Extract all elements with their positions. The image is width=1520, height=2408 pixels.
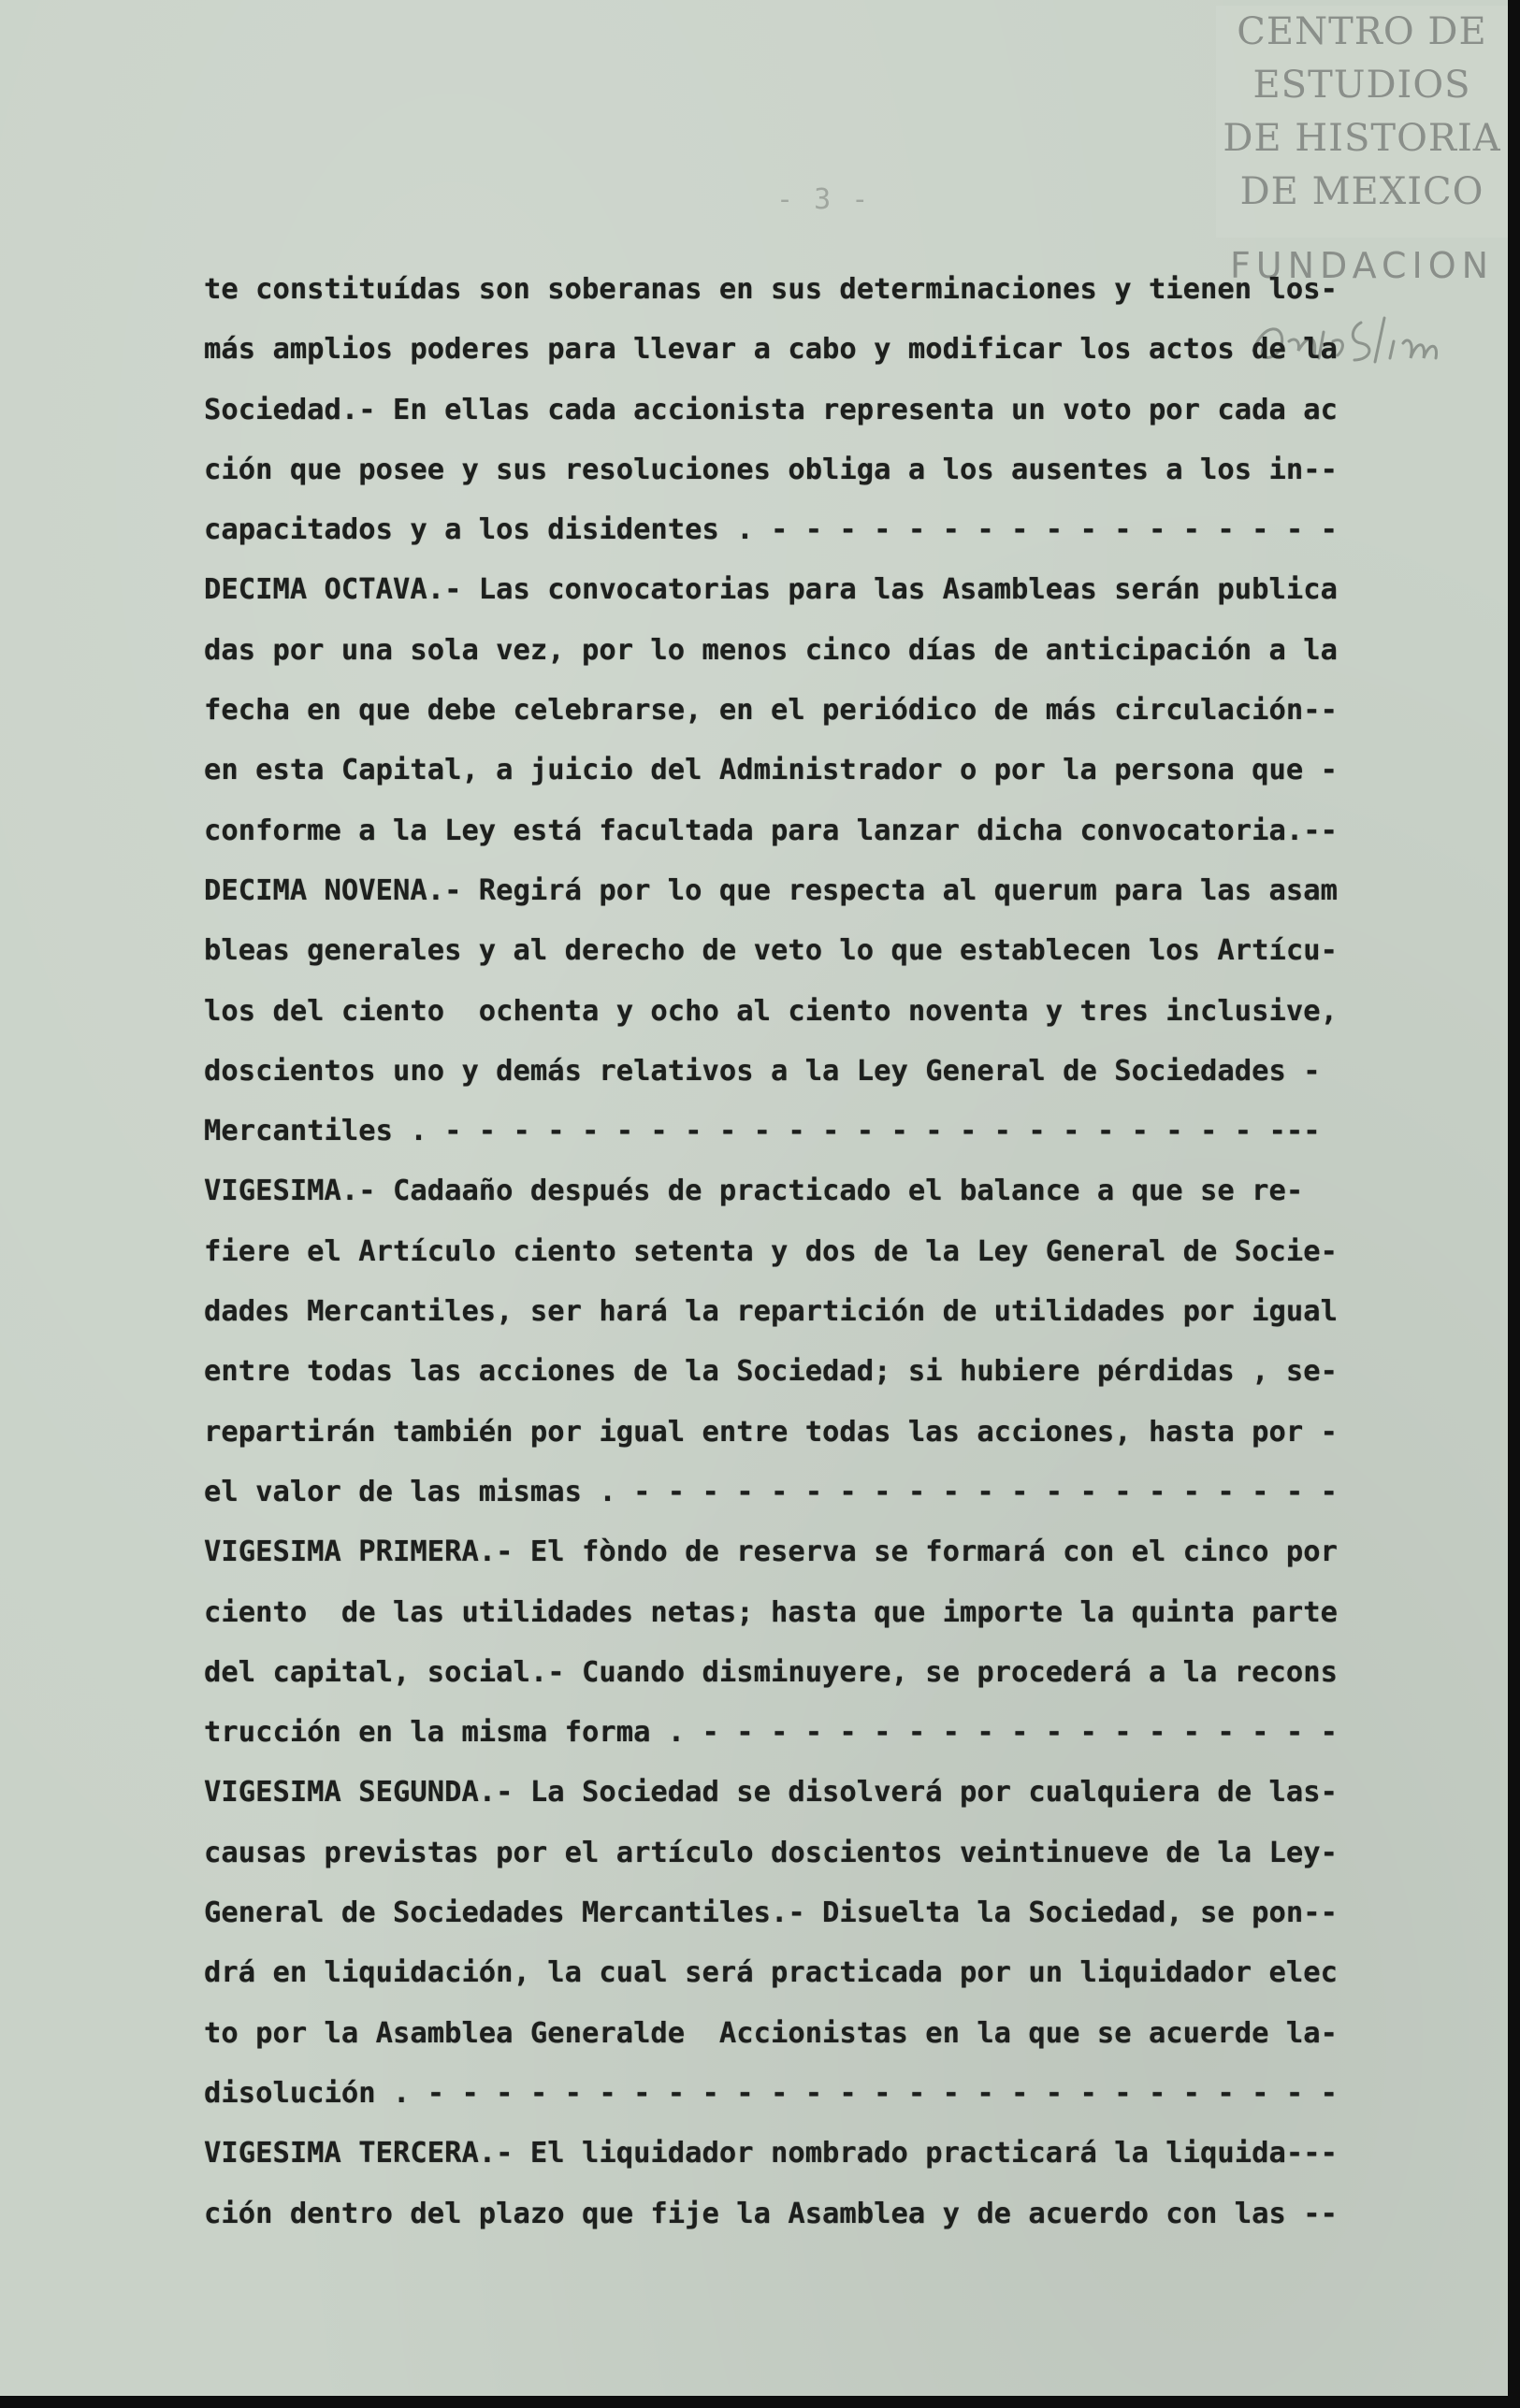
text-line: conforme a la Ley está facultada para lanzar dicha convocatoria.-- <box>204 814 1338 847</box>
text-line: ción que posee y sus resoluciones obliga a los ausentes a los in-- <box>204 453 1338 486</box>
text-line: doscientos uno y demás relativos a la Ley General de Sociedades - <box>204 1054 1321 1088</box>
text-line: los del ciento ochenta y ocho al ciento noventa y tres inclusive, <box>204 994 1338 1028</box>
text-line: VIGESIMA.- Cadaaño después de practicado el balance a que se re- <box>204 1175 1304 1208</box>
text-line: VIGESIMA SEGUNDA.- La Sociedad se disolverá por cualquiera de las- <box>204 1776 1338 1810</box>
stamp-line-3: DE HISTORIA <box>1223 117 1501 160</box>
stamp-line-4: DE MEXICO <box>1239 170 1484 213</box>
text-line: el valor de las mismas . - - - - - - - - - - - - - - - - - - - - - <box>204 1475 1338 1508</box>
text-line: DECIMA OCTAVA.- Las convocatorias para las Asambleas serán publica <box>204 573 1338 607</box>
text-line: entre todas las acciones de la Sociedad; si hubiere pérdidas , se- <box>204 1355 1338 1389</box>
text-line: bleas generales y al derecho de veto lo que establecen los Artícu- <box>204 934 1338 968</box>
text-line: repartirán también por igual entre todas las acciones, hasta por - <box>204 1415 1338 1449</box>
text-line: más amplios poderes para llevar a cabo y modificar los actos de la <box>204 333 1338 367</box>
text-line: drá en liquidación, la cual será practicada por un liquidador elec <box>204 1956 1338 1990</box>
stamp-foundation-label: FUNDACION <box>1229 245 1495 286</box>
text-line: to por la Asamblea Generalde Accionistas en la que se acuerde la- <box>204 2016 1338 2050</box>
text-line: fiere el Artículo ciento setenta y dos de la Ley General de Socie- <box>204 1234 1338 1268</box>
text-line: Mercantiles . - - - - - - - - - - - - - - - - - - - - - - - - --- <box>204 1115 1321 1148</box>
text-line: ción dentro del plazo que fije la Asamblea y de acuerdo con las -- <box>204 2197 1338 2230</box>
text-line: disolución . - - - - - - - - - - - - - - - - - - - - - - - - - - - <box>204 2076 1338 2110</box>
stamp-line-1: CENTRO DE <box>1237 10 1487 53</box>
text-line: trucción en la misma forma . - - - - - - - - - - - - - - - - - - - <box>204 1716 1338 1750</box>
typewritten-text <box>204 260 1401 2244</box>
text-line: fecha en que debe celebrarse, en el periódico de más circulación-- <box>204 694 1338 728</box>
text-line: en esta Capital, a juicio del Administrador o por la persona que - <box>204 754 1338 787</box>
text-line: te constituídas son soberanas en sus determinaciones y tienen los- <box>204 273 1338 306</box>
stamp-line-2: ESTUDIOS <box>1252 64 1471 107</box>
text-line: das por una sola vez, por lo menos cinco días de anticipación a la <box>204 633 1338 667</box>
page-number: - 3 - <box>776 183 871 216</box>
text-line: General de Sociedades Mercantiles.- Disuelta la Sociedad, se pon-- <box>204 1896 1338 1930</box>
text-line: dades Mercantiles, ser hará la repartición de utilidades por igual <box>204 1295 1338 1329</box>
text-line: VIGESIMA PRIMERA.- El fòndo de reserva se formará con el cinco por <box>204 1536 1338 1569</box>
archive-stamp <box>1216 6 1508 238</box>
text-line: Sociedad.- En ellas cada accionista representa un voto por cada ac <box>204 393 1338 426</box>
text-line: capacitados y a los disidentes . - - - - - - - - - - - - - - - - - <box>204 513 1338 547</box>
text-line: del capital, social.- Cuando disminuyere, se procederá a la recons <box>204 1655 1338 1689</box>
text-line: causas previstas por el artículo doscientos veintinueve de la Ley- <box>204 1836 1338 1869</box>
text-line: VIGESIMA TERCERA.- El liquidador nombrado practicará la liquida--- <box>204 2137 1338 2170</box>
text-line: ciento de las utilidades netas; hasta que importe la quinta parte <box>204 1595 1338 1629</box>
text-line: DECIMA NOVENA.- Regirá por lo que respecta al querum para las asam <box>204 873 1338 907</box>
